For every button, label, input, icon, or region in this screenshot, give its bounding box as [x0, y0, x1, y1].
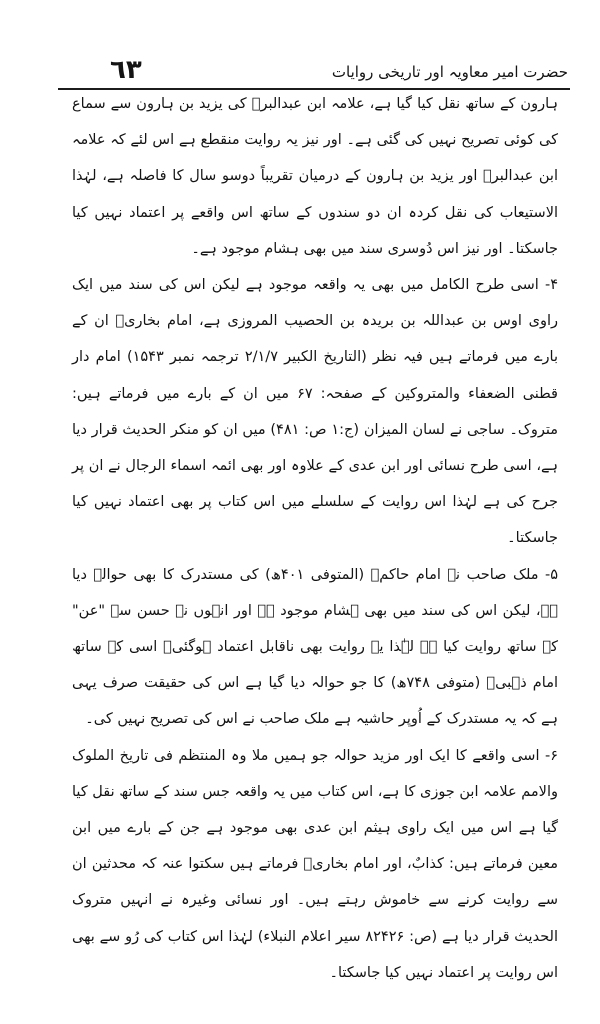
paragraph-4-al-kamil: ۴- اسی طرح الکامل میں بھی یہ واقعہ موجود ہے لیکن اس کی سند میں ایک راوی اوس بن عبداللہ بن بریدہ بن الحصیب المروزی ہے، امام بخاریؒ ان کے بارے میں فرماتے ہیں فیہ نظر (التاریخ الکبیر ۲/۱/۷ ترجمہ نمبر ۱۵۴۳) امام دار قطنی الضعفاء والمتروکین کے صفحہ: ۶۷ میں ان کے بارے میں فرماتے ہیں: متروک۔ ساجی نے لسان المیزان (ج:۱ ص: ۴۸۱) میں ان کو منکر الحدیث قرار دیا ہے، اسی طرح نسائی اور ابن عدی کے علاوہ اور بھی ائمہ اسماء الرجال نے ان پر جرح کی ہے لہٰذا اس روایت کے سلسلے میں اس کتاب پر بھی اعتماد نہیں کیا جاسکتا۔	[72, 277, 558, 547]
running-title: حضرت امیر معاویہ اور تاریخی روایات	[331, 63, 568, 81]
page-header	[58, 52, 570, 90]
paragraph-6-al-muntazam: ۶- اسی واقعے کا ایک اور مزید حوالہ جو ہمیں ملا وہ المنتظم فی تاریخ الملوک والامم علامہ ابن جوزی کا ہے، اس کتاب میں یہ واقعہ جس سند کے ساتھ نقل کیا گیا ہے اس میں ایک راوی ہیثم ابن عدی بھی موجود ہے جن کے بارے میں ابن معین فرماتے ہیں: کذابٌ، اور امام بخاریؒ فرماتے ہیں سکتوا عنہ کہ محدثین ان سے روایت کرنے سے خاموش رہتے ہیں۔ اور نسائی وغیرہ نے انہیں متروک الحدیث قرار دیا ہے (ص: ۸۲۴۲۶ سیر اعلام النبلاء) لہٰذا اس کتاب کی رُو سے بھی اس روایت پر اعتماد نہیں کیا جاسکتا۔	[72, 747, 558, 981]
page-number: ٦٣	[110, 55, 142, 85]
page-body	[72, 86, 558, 991]
paragraph-5-mustadrak: ۵- ملک صاحب نے امام حاکمؒ (المتوفی ۴۰۱ھ) کی مستدرک کا بھی حوالہ دیا ہے، لیکن اس کی سند میں بھی ہشام موجود ہے اور انہوں نے حسن سے "عن" کے ساتھ روایت کیا ہے لہٰذا یہ روایت بھی ناقابل اعتماد ہوگئی۔ اسی کے ساتھ امام ذہبیؒ (متوفی ۷۴۸ھ) کا جو حوالہ دیا گیا ہے اس کی حقیقت صرف یہی ہے کہ یہ مستدرک کے اُوپر حاشیہ ہے ملک صاحب نے اس کی تصریح نہیں کی۔	[72, 566, 559, 728]
paragraph-continuation: ہارون کے ساتھ نقل کیا گیا ہے، علامہ ابن عبدالبرؒ کی یزید بن ہارون سے سماع کی کوئی تصریح نہیں کی گئی ہے۔ اور نیز یہ روایت منقطع ہے اس لئے کہ علامہ ابن عبدالبرؒ اور یزید بن ہارون کے درمیان تقریباً دوسو سال کا فاصلہ ہے، لہٰذا الاستیعاب کی نقل کردہ ان دو سندوں کے ساتھ اس واقعے پر اعتماد نہیں کیا جاسکتا۔ اور نیز اس دُوسری سند میں بھی ہشام موجود ہے۔	[72, 96, 558, 257]
